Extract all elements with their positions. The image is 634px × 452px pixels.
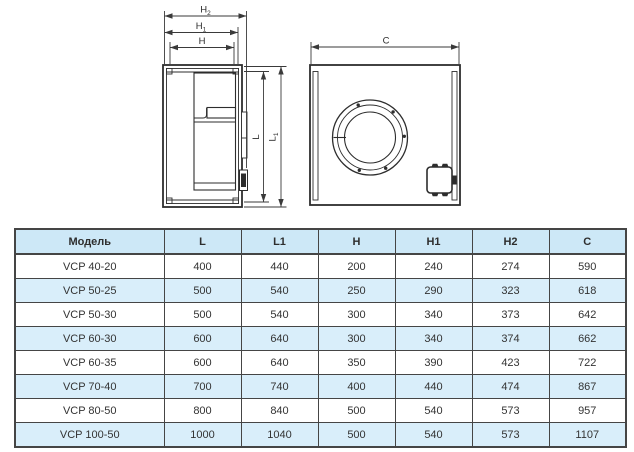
value-cell: 390 bbox=[395, 351, 472, 375]
table-body bbox=[15, 254, 626, 447]
side-view bbox=[163, 5, 287, 208]
value-cell: 600 bbox=[164, 327, 241, 351]
value-cell: 590 bbox=[549, 254, 626, 279]
value-cell: 423 bbox=[472, 351, 549, 375]
value-cell: 573 bbox=[472, 423, 549, 448]
dim-label-c: C bbox=[382, 35, 390, 47]
dim-label-l: L bbox=[251, 134, 262, 140]
value-cell: 573 bbox=[472, 399, 549, 423]
col-header-l1: L1 bbox=[241, 229, 318, 254]
col-header-model: Модель bbox=[15, 229, 164, 254]
dim-label-l1: $L_1$ bbox=[267, 132, 280, 142]
value-cell: 340 bbox=[395, 303, 472, 327]
value-cell: 500 bbox=[318, 399, 395, 423]
value-cell: 200 bbox=[318, 254, 395, 279]
dim-label-h: H bbox=[198, 36, 206, 47]
col-header-h: H bbox=[318, 229, 395, 254]
model-cell: VCP 80-50 bbox=[15, 399, 164, 423]
value-cell: 500 bbox=[318, 423, 395, 448]
value-cell: 1107 bbox=[549, 423, 626, 448]
value-cell: 400 bbox=[164, 254, 241, 279]
table-row bbox=[15, 351, 626, 375]
value-cell: 800 bbox=[164, 399, 241, 423]
value-cell: 250 bbox=[318, 279, 395, 303]
value-cell: 340 bbox=[395, 327, 472, 351]
value-cell: 1040 bbox=[241, 423, 318, 448]
table-row bbox=[15, 254, 626, 279]
col-header-c: C bbox=[549, 229, 626, 254]
value-cell: 662 bbox=[549, 327, 626, 351]
value-cell: 722 bbox=[549, 351, 626, 375]
table-row bbox=[15, 399, 626, 423]
fan-housing-side bbox=[163, 65, 242, 207]
table-row bbox=[15, 327, 626, 351]
value-cell: 840 bbox=[241, 399, 318, 423]
value-cell: 600 bbox=[164, 351, 241, 375]
value-cell: 640 bbox=[241, 351, 318, 375]
table-row bbox=[15, 303, 626, 327]
dim-label-h2: $H_2$ bbox=[200, 4, 211, 17]
junction-box bbox=[427, 164, 457, 196]
value-cell: 373 bbox=[472, 303, 549, 327]
table-row bbox=[15, 375, 626, 399]
value-cell: 867 bbox=[549, 375, 626, 399]
value-cell: 640 bbox=[241, 327, 318, 351]
model-cell: VCP 50-30 bbox=[15, 303, 164, 327]
value-cell: 300 bbox=[318, 327, 395, 351]
value-cell: 300 bbox=[318, 303, 395, 327]
value-cell: 618 bbox=[549, 279, 626, 303]
corner-bracket bbox=[233, 198, 239, 204]
value-cell: 540 bbox=[395, 423, 472, 448]
dim-h bbox=[170, 36, 234, 64]
value-cell: 474 bbox=[472, 375, 549, 399]
junction-box-side bbox=[240, 170, 248, 191]
col-header-h2: H2 bbox=[472, 229, 549, 254]
value-cell: 500 bbox=[164, 279, 241, 303]
model-cell: VCP 50-25 bbox=[15, 279, 164, 303]
model-cell: VCP 70-40 bbox=[15, 375, 164, 399]
value-cell: 540 bbox=[241, 303, 318, 327]
value-cell: 540 bbox=[395, 399, 472, 423]
value-cell: 374 bbox=[472, 327, 549, 351]
corner-bracket bbox=[167, 69, 173, 75]
model-cell: VCP 100-50 bbox=[15, 423, 164, 448]
value-cell: 540 bbox=[241, 279, 318, 303]
corner-bracket bbox=[167, 198, 173, 204]
value-cell: 500 bbox=[164, 303, 241, 327]
value-cell: 700 bbox=[164, 375, 241, 399]
technical-drawing bbox=[0, 0, 634, 224]
table-row bbox=[15, 279, 626, 303]
value-cell: 440 bbox=[241, 254, 318, 279]
value-cell: 957 bbox=[549, 399, 626, 423]
col-header-l: L bbox=[164, 229, 241, 254]
col-header-h1: H1 bbox=[395, 229, 472, 254]
model-cell: VCP 60-35 bbox=[15, 351, 164, 375]
dim-c bbox=[311, 36, 459, 65]
value-cell: 400 bbox=[318, 375, 395, 399]
value-cell: 1000 bbox=[164, 423, 241, 448]
front-view bbox=[310, 36, 460, 206]
value-cell: 440 bbox=[395, 375, 472, 399]
value-cell: 642 bbox=[549, 303, 626, 327]
value-cell: 274 bbox=[472, 254, 549, 279]
dim-label-h1: $H_1$ bbox=[195, 21, 207, 34]
value-cell: 350 bbox=[318, 351, 395, 375]
table-row bbox=[15, 423, 626, 448]
model-cell: VCP 40-20 bbox=[15, 254, 164, 279]
model-cell: VCP 60-30 bbox=[15, 327, 164, 351]
dimensions-table bbox=[14, 228, 627, 448]
value-cell: 240 bbox=[395, 254, 472, 279]
table-header-row bbox=[15, 229, 626, 254]
value-cell: 323 bbox=[472, 279, 549, 303]
value-cell: 740 bbox=[241, 375, 318, 399]
dimensions-table-wrap bbox=[14, 228, 625, 448]
value-cell: 290 bbox=[395, 279, 472, 303]
